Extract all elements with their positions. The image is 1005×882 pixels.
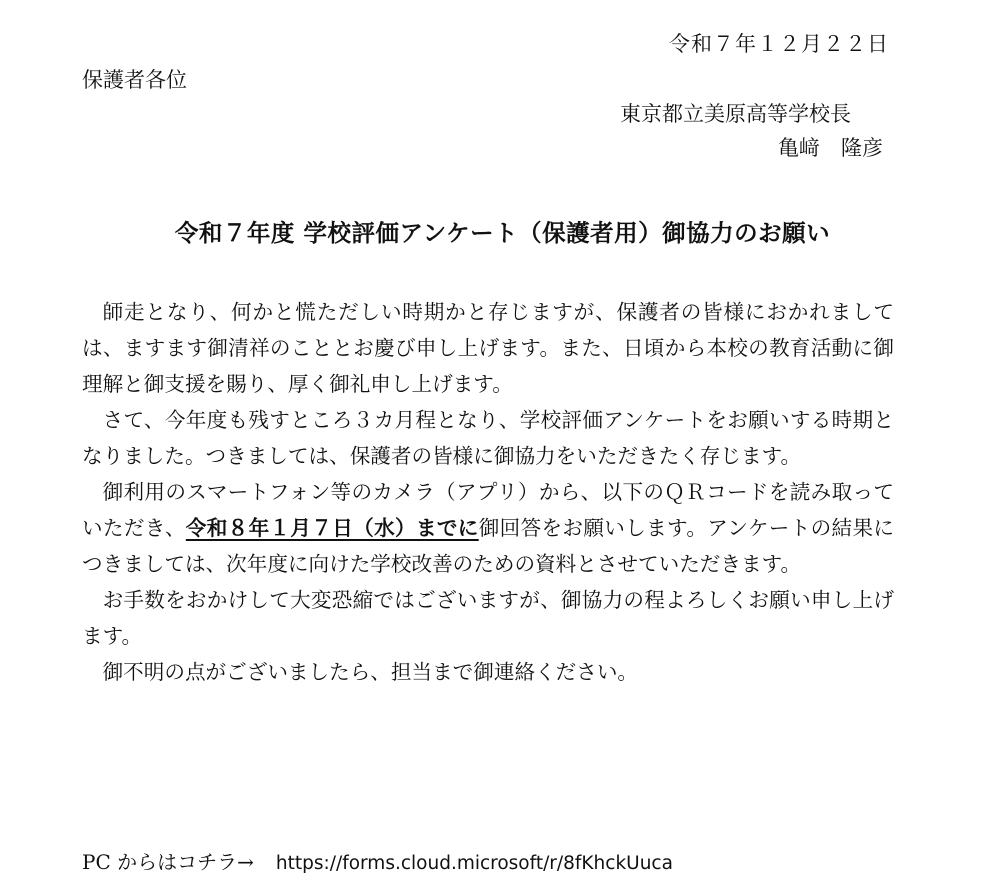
deadline-text: 令和８年１月７日（水）までに	[185, 516, 479, 540]
instructions-text-after: 御回答をお願いします。アンケートの結果につきましては、次年度に向けた学校改善のための資料とさせていただきます。	[82, 516, 894, 576]
instructions-text-before: 御利用のスマートフォン等のカメラ（アプリ）から、以下のＱＲコードを読み取っていただき、	[82, 480, 894, 540]
recipient: 保護者各位	[82, 68, 187, 92]
pc-access-label: PC からはコチラ→	[82, 850, 254, 874]
letter-body	[82, 294, 894, 690]
sender-name: 亀﨑 隆彦	[778, 136, 883, 160]
letter-date: 令和７年１２月２２日	[669, 32, 889, 56]
paragraph-instructions	[82, 474, 894, 582]
paragraph-thanks: お手数をおかけして大変恐縮ではございますが、御協力の程よろしくお願い申し上げます。	[82, 588, 894, 648]
paragraph-contact: 御不明の点がございましたら、担当まで御連絡ください。	[102, 660, 639, 684]
document-title: 令和７年度 学校評価アンケート（保護者用）御協力のお願い	[174, 219, 831, 247]
survey-url-link[interactable]: https://forms.cloud.microsoft/r/8fKhckUuca	[275, 853, 673, 874]
paragraph-request: さて、今年度も残すところ３カ月程となり、学校評価アンケートをお願いする時期となりました。つきましては、保護者の皆様に御協力をいただきたく存じます。	[82, 408, 894, 468]
pc-access-line	[82, 846, 673, 875]
sender-organization: 東京都立美原高等学校長	[620, 102, 851, 126]
paragraph-greeting: 師走となり、何かと慌ただしい時期かと存じますが、保護者の皆様におかれましては、ますます御清祥のこととお慶び申し上げます。また、日頃から本校の教育活動に御理解と御支援を賜り、厚く御礼申し上げます。	[82, 300, 894, 396]
